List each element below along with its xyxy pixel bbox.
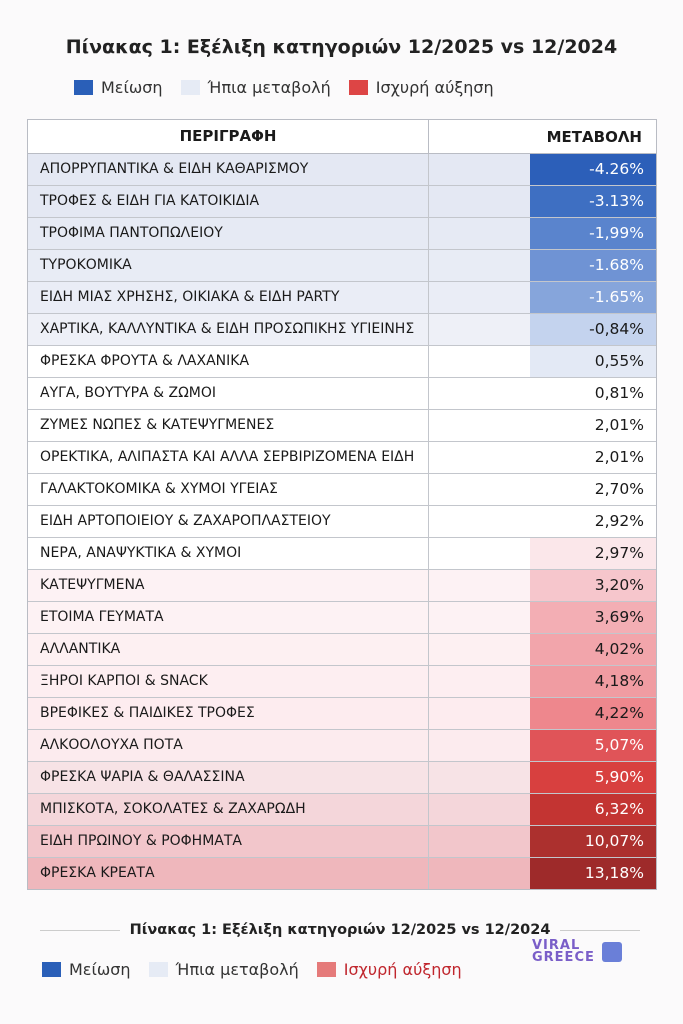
row-spacer — [429, 826, 530, 857]
table-row — [28, 570, 656, 602]
table-row — [28, 218, 656, 250]
row-spacer — [429, 762, 530, 793]
row-change-value: 10,07% — [530, 826, 656, 857]
row-spacer — [429, 858, 530, 889]
row-spacer — [429, 474, 530, 505]
legend-swatch — [42, 962, 61, 977]
viral-greece-logo — [532, 940, 598, 964]
row-change-value: 13,18% — [530, 858, 656, 889]
row-spacer — [429, 506, 530, 537]
legend-bottom — [42, 960, 480, 979]
legend-swatch — [349, 80, 368, 95]
header-description: ΠΕΡΙΓΡΑΦΗ — [28, 120, 429, 153]
table-row — [28, 826, 656, 858]
row-description: ΤΡΟΦΙΜΑ ΠΑΝΤΟΠΩΛΕΙΟΥ — [28, 218, 429, 249]
legend-item — [181, 78, 331, 97]
row-change-value: -1.65% — [530, 282, 656, 313]
legend-item — [317, 960, 462, 979]
legend-swatch — [74, 80, 93, 95]
table-row — [28, 762, 656, 794]
row-spacer — [429, 250, 530, 281]
row-change-value: -4.26% — [530, 154, 656, 185]
row-spacer — [429, 154, 530, 185]
row-change-value: 3,69% — [530, 602, 656, 633]
row-spacer — [429, 442, 530, 473]
legend-label: Μείωση — [101, 78, 163, 97]
row-change-value: 2,97% — [530, 538, 656, 569]
row-spacer — [429, 410, 530, 441]
divider — [40, 930, 120, 931]
divider — [560, 930, 640, 931]
row-change-value: -1.68% — [530, 250, 656, 281]
row-description: ΦΡΕΣΚΑ ΨΑΡΙΑ & ΘΑΛΑΣΣΙΝΑ — [28, 762, 429, 793]
table-row — [28, 634, 656, 666]
header-change: ΜΕΤΑΒΟΛΗ — [546, 127, 642, 146]
table-row — [28, 858, 656, 889]
table-row — [28, 314, 656, 346]
legend-item — [74, 78, 163, 97]
legend-item — [42, 960, 131, 979]
legend-label: Ήπια μεταβολή — [175, 960, 299, 979]
row-description: ΒΡΕΦΙΚΕΣ & ΠΑΙΔΙΚΕΣ ΤΡΟΦΕΣ — [28, 698, 429, 729]
row-description: ΑΠΟΡΡΥΠΑΝΤΙΚΑ & ΕΙΔΗ ΚΑΘΑΡΙΣΜΟΥ — [28, 154, 429, 185]
row-change-value: 4,18% — [530, 666, 656, 697]
table-row — [28, 602, 656, 634]
row-spacer — [429, 218, 530, 249]
table-row — [28, 698, 656, 730]
table-row — [28, 346, 656, 378]
row-spacer — [429, 314, 530, 345]
row-description: ΕΙΔΗ ΠΡΩΙΝΟΥ & ΡΟΦΗΜΑΤΑ — [28, 826, 429, 857]
row-spacer — [429, 570, 530, 601]
row-spacer — [429, 602, 530, 633]
row-description: ΓΑΛΑΚΤΟΚΟΜΙΚΑ & ΧΥΜΟΙ ΥΓΕΙΑΣ — [28, 474, 429, 505]
row-description: ΜΠΙΣΚΟΤΑ, ΣΟΚΟΛΑΤΕΣ & ΖΑΧΑΡΩΔΗ — [28, 794, 429, 825]
row-change-value: 2,92% — [530, 506, 656, 537]
row-description: ΕΙΔΗ ΜΙΑΣ ΧΡΗΣΗΣ, ΟΙΚΙΑΚΑ & ΕΙΔΗ PARTY — [28, 282, 429, 313]
legend-label: Μείωση — [69, 960, 131, 979]
row-description: ΧΑΡΤΙΚΑ, ΚΑΛΛΥΝΤΙΚΑ & ΕΙΔΗ ΠΡΟΣΩΠΙΚΗΣ ΥΓΙΕΙΝΗΣ — [28, 314, 429, 345]
legend-item — [149, 960, 299, 979]
legend-label: Ισχυρή αύξηση — [343, 960, 462, 979]
table-row — [28, 474, 656, 506]
row-description: ΤΡΟΦΕΣ & ΕΙΔΗ ΓΙΑ ΚΑΤΟΙΚΙΔΙΑ — [28, 186, 429, 217]
categories-table — [27, 119, 657, 890]
row-spacer — [429, 346, 530, 377]
row-change-value: 4,22% — [530, 698, 656, 729]
footer-title: Πίνακας 1: Εξέλιξη κατηγοριών 12/2025 vs 12/2024 — [129, 922, 551, 938]
row-spacer — [429, 538, 530, 569]
row-change-value: -1,99% — [530, 218, 656, 249]
row-change-value: 0,55% — [530, 346, 656, 377]
legend-swatch — [181, 80, 200, 95]
table-row — [28, 666, 656, 698]
row-change-value: 2,01% — [530, 410, 656, 441]
row-description: ΖΥΜΕΣ ΝΩΠΕΣ & ΚΑΤΕΨΥΓΜΕΝΕΣ — [28, 410, 429, 441]
row-spacer — [429, 794, 530, 825]
table-row — [28, 410, 656, 442]
row-change-value: 3,20% — [530, 570, 656, 601]
row-spacer — [429, 698, 530, 729]
legend-label: Ήπια μεταβολή — [207, 78, 331, 97]
row-change-value: 4,02% — [530, 634, 656, 665]
table-row — [28, 730, 656, 762]
legend-top — [74, 78, 512, 97]
row-change-value: 2,01% — [530, 442, 656, 473]
row-spacer — [429, 634, 530, 665]
row-description: ΝΕΡΑ, ΑΝΑΨΥΚΤΙΚΑ & ΧΥΜΟΙ — [28, 538, 429, 569]
legend-swatch — [317, 962, 336, 977]
row-description: ΑΥΓΑ, ΒΟΥΤΥΡΑ & ΖΩΜΟΙ — [28, 378, 429, 409]
logo-text: VIRAL GREECE — [532, 938, 595, 965]
row-change-value: 0,81% — [530, 378, 656, 409]
table-row — [28, 186, 656, 218]
row-change-value: -0,84% — [530, 314, 656, 345]
footer-title-bar — [40, 922, 640, 938]
row-description: ΞΗΡΟΙ ΚΑΡΠΟΙ & SNACK — [28, 666, 429, 697]
row-change-value: 2,70% — [530, 474, 656, 505]
row-description: ΕΤΟΙΜΑ ΓΕΥΜΑΤΑ — [28, 602, 429, 633]
row-change-value: 5,07% — [530, 730, 656, 761]
table-row — [28, 442, 656, 474]
table-row — [28, 506, 656, 538]
page-title: Πίνακας 1: Εξέλιξη κατηγοριών 12/2025 vs 12/2024 — [65, 36, 618, 58]
row-description: ΟΡΕΚΤΙΚΑ, ΑΛΙΠΑΣΤΑ ΚΑΙ ΑΛΛΑ ΣΕΡΒΙΡΙΖΟΜΕΝΑ ΕΙΔΗ — [28, 442, 429, 473]
tv-icon — [602, 942, 622, 962]
row-change-value: -3.13% — [530, 186, 656, 217]
row-description: ΕΙΔΗ ΑΡΤΟΠΟΙΕΙΟΥ & ΖΑΧΑΡΟΠΛΑΣΤΕΙΟΥ — [28, 506, 429, 537]
row-description: ΑΛΚΟΟΛΟΥΧΑ ΠΟΤΑ — [28, 730, 429, 761]
table-row — [28, 378, 656, 410]
table-row — [28, 282, 656, 314]
legend-label: Ισχυρή αύξηση — [375, 78, 494, 97]
table-row — [28, 794, 656, 826]
row-description: ΑΛΛΑΝΤΙΚΑ — [28, 634, 429, 665]
table-header — [28, 120, 656, 154]
row-spacer — [429, 730, 530, 761]
row-spacer — [429, 378, 530, 409]
row-change-value: 5,90% — [530, 762, 656, 793]
row-change-value: 6,32% — [530, 794, 656, 825]
legend-item — [349, 78, 494, 97]
row-spacer — [429, 282, 530, 313]
table-row — [28, 250, 656, 282]
row-description: ΤΥΡΟΚΟΜΙΚΑ — [28, 250, 429, 281]
row-spacer — [429, 666, 530, 697]
row-description: ΚΑΤΕΨΥΓΜΕΝΑ — [28, 570, 429, 601]
legend-swatch — [149, 962, 168, 977]
row-spacer — [429, 186, 530, 217]
row-description: ΦΡΕΣΚΑ ΚΡΕΑΤΑ — [28, 858, 429, 889]
table-row — [28, 154, 656, 186]
table-row — [28, 538, 656, 570]
row-description: ΦΡΕΣΚΑ ΦΡΟΥΤΑ & ΛΑΧΑΝΙΚΑ — [28, 346, 429, 377]
